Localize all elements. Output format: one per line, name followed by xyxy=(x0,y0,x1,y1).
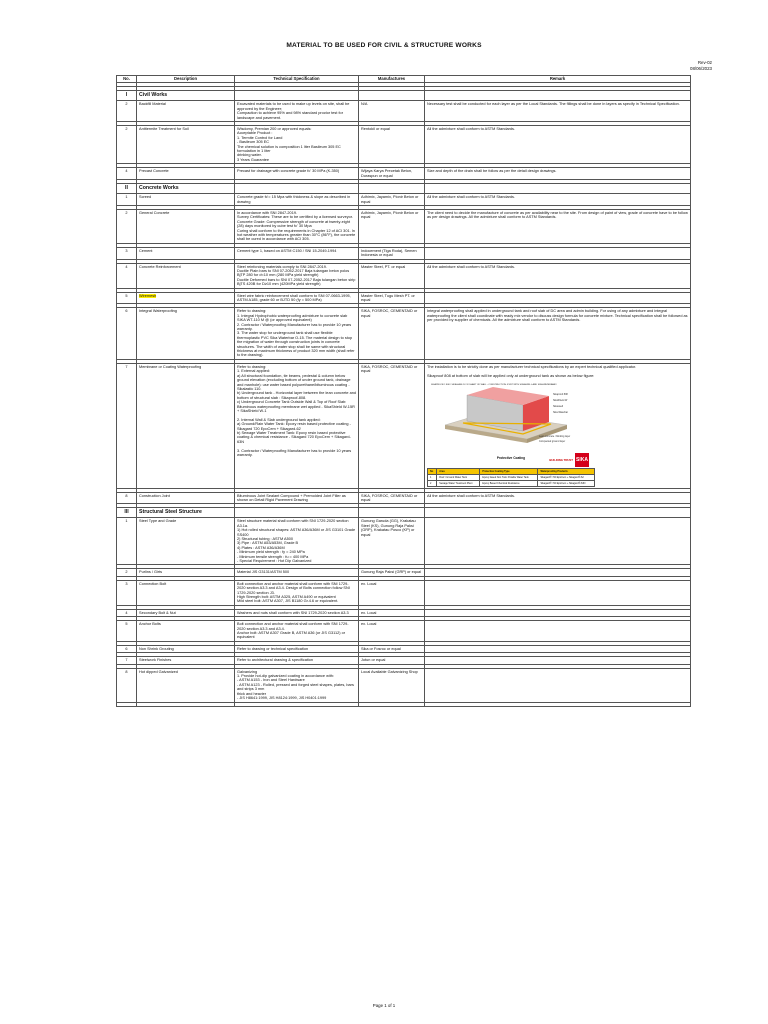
item-description-text: Cement xyxy=(139,248,153,253)
table-row xyxy=(117,668,691,702)
item-remark xyxy=(425,518,691,565)
coating-cell: 1 xyxy=(428,474,437,480)
coating-cell: Sikagard® 720 EpoCem + Sikagard®-63N xyxy=(538,480,595,486)
item-spec: Bolt connection and anchor material shall conform with SNI 1729-2020 section A3.3 and A3.4. Anchor bolt: ASTM A307 Grade B, ASTM A36 (or JIS G3112) or equivalent xyxy=(235,621,359,642)
item-remark xyxy=(425,247,691,259)
item-description-text: General Concrete xyxy=(139,210,170,215)
spacer-cell xyxy=(235,702,359,706)
item-remark-text: Integral waterproofing shall applied in underground tank and roof slab of DC area and admin building. For using of any admixture and integral waterproofing the client shall coordinate with ready mix vendor to discuss design formula for concrete mixture. Technical specification shall be followed as per provided by supplier of chemicals. All the admixture shall conform to ASTM Standards. xyxy=(427,309,688,323)
item-spec: Concrete grade fc'= 15 Mpa with thickness & slope as described in drawing xyxy=(235,194,359,206)
item-spec: Steel reinforcing materials comply to SNI 2847-2019. Ductile Plain bars to SNI 07-2052-2017 Baja tulangan beton polos BjTP 280 for d<10 mm (280 MPa yield strength) Ductile Deformed bars to SNI 07-2052-2017 Baja tulangan beton sirip BjTS 420B for D≥10 mm (420MPa yield strength) xyxy=(235,263,359,288)
item-manufacturer: Adhimix, Jayamix, Pionir Beton or equal xyxy=(359,209,425,243)
section-empty-cell xyxy=(359,91,425,101)
item-manufacturer: ex. Local xyxy=(359,580,425,605)
item-number: 4 xyxy=(117,263,137,288)
coating-cell: Area xyxy=(437,468,480,474)
item-manufacturer: Gunung Garuda (GG), Krakatau Steel (KS), Gunung Raja Paksi (GRP), Krakatau Posco (KP) or equal xyxy=(359,518,425,565)
item-manufacturer: Rentokil or equal xyxy=(359,126,425,164)
table-row xyxy=(117,247,691,259)
item-manufacturer: SIKA, FOSROC, CEMENTAID or equal xyxy=(359,308,425,359)
item-description-text: Integral Waterproofing xyxy=(139,309,177,314)
table-row xyxy=(117,492,691,504)
section-empty-cell xyxy=(425,91,691,101)
item-description-text: Backfill Material xyxy=(139,102,166,107)
item-description-text: Steelwork Finishes xyxy=(139,658,172,663)
item-remark xyxy=(425,101,691,122)
section-number: I xyxy=(117,91,137,101)
item-remark xyxy=(425,657,691,664)
section-title: Civil Works xyxy=(137,91,235,101)
item-manufacturer: N/A xyxy=(359,101,425,122)
figure-caption: SIKAPROOF® 808 / SIKASHIELD® W SHAFT OF WALL - CONSTRUCTION JOINT WITH SIKASWELL AND SIKA WATERBAR® xyxy=(431,384,557,387)
item-description-text: Antitermite Treatment for Soil xyxy=(139,127,189,132)
item-manufacturer: Master Steel, Tugu Mesh PT. or equal xyxy=(359,292,425,304)
table-row xyxy=(117,292,691,304)
section-empty-cell xyxy=(235,508,359,518)
table-row xyxy=(117,609,691,616)
item-remark-text: Necessary test shall be conducted for each layer as per the Local Standards. The fillings shall be done in layers as specify in Technical Specification. xyxy=(427,102,680,107)
figure-label: SikaShield W xyxy=(553,399,568,403)
coating-cell: Roof / Ground Water Tank xyxy=(437,474,480,480)
item-description-text: Secondary Bolt & Nut xyxy=(139,610,176,615)
item-spec: Bolt connection and anchor material shall conform with SNI 1729-2020 section A3.3 and A3.4. Design of Bolts connection follow SNI 1729-2020 section J3. High Strength bolt: ASTM A325, ASTM A490 or equivalent Mild steel bolt: ASTM A307, JIS B1180 Gr.4.6 or equivalent. xyxy=(235,580,359,605)
coating-cell: Epoxy based Non Toxic Potable Water Tank xyxy=(480,474,538,480)
table-row xyxy=(117,621,691,642)
item-description-text: Wiremesh xyxy=(139,293,157,298)
item-manufacturer: Wijaya Karya Precetak Beton, Duraspun or equal xyxy=(359,168,425,180)
item-remark xyxy=(425,609,691,616)
item-remark xyxy=(425,263,691,288)
item-description xyxy=(137,363,235,488)
table-row xyxy=(117,168,691,180)
item-description-text: Steel Type and Grade xyxy=(139,519,177,524)
item-number: 5 xyxy=(117,292,137,304)
item-number: 8 xyxy=(117,492,137,504)
table-body xyxy=(117,83,691,706)
section-empty-cell xyxy=(235,91,359,101)
revision-block xyxy=(690,60,712,72)
coating-cell: Epoxy Based Chemical Resistance xyxy=(480,480,538,486)
item-remark xyxy=(425,292,691,304)
section-empty-cell xyxy=(425,184,691,194)
item-number: 4 xyxy=(117,609,137,616)
coating-cell: 2 xyxy=(428,480,437,486)
item-description-text: Membrane or Coating Waterproofing xyxy=(139,364,202,369)
figure-label: Sikaswell xyxy=(553,405,563,409)
header-manufactures: Manufactures xyxy=(359,76,425,83)
item-spec: Steel structure material shall conform with SNI 1729-2020 section A3.1a. 1) Hot rolled structural shapes: ASTM A36/A36M or JIS G3101 Grade SS400 2) Structural tubing : ASTM A500 3) Pipe : ASTM A53/A53M, Grade B 4) Plates : ASTM A36/A36M - Minimum yield strength : fy = 240 MPa - Minimum tensile strength : fu = 400 MPa - Special Requirement : Hot Dip Galvanized xyxy=(235,518,359,565)
spacer-cell xyxy=(117,702,137,706)
item-remark-text: All the admixture shall conform to ASTM Standards. xyxy=(427,195,516,200)
item-description xyxy=(137,209,235,243)
item-manufacturer: Adhimix, Jayamix, Pionir Beton or equal xyxy=(359,194,425,206)
item-description-text: Screed xyxy=(139,195,152,200)
spacer-cell xyxy=(137,702,235,706)
item-remark-text: All the admixture shall conform to ASTM Standards. xyxy=(427,264,516,269)
protective-coating-title: Protective Coating xyxy=(496,456,526,461)
table-row xyxy=(117,518,691,565)
item-description-text: Precast Concrete xyxy=(139,169,169,174)
item-description xyxy=(137,263,235,288)
item-spec: Cement type 1, based on ASTM C150 / SNI 15-2049-1994 xyxy=(235,247,359,259)
item-spec: Bituminous Joint Sealant Compound + Premolded Joint Filler as shown on Detail Rigid Pavement Drawing xyxy=(235,492,359,504)
spacer-cell xyxy=(359,702,425,706)
section-row xyxy=(117,91,691,101)
section-number: III xyxy=(117,508,137,518)
revision-number: Rev-02 xyxy=(697,60,712,65)
section-empty-cell xyxy=(235,184,359,194)
table-row xyxy=(117,657,691,664)
item-spec: Washers and nuts shall conform with SNI 1729-2020 section A3.3 xyxy=(235,609,359,616)
item-number: 5 xyxy=(117,621,137,642)
section-row xyxy=(117,508,691,518)
coating-cell: Sikagard® 720 EpoCem + Sikagard®-62 xyxy=(538,474,595,480)
item-remark xyxy=(425,308,691,359)
table-row xyxy=(117,126,691,164)
item-description-text: Hot dipped Galvanized xyxy=(139,669,178,674)
item-manufacturer: ex. Local xyxy=(359,609,425,616)
item-number: 7 xyxy=(117,363,137,488)
item-description xyxy=(137,668,235,702)
item-manufacturer: Master Steel, PT. or equal xyxy=(359,263,425,288)
item-spec: Material JIS G3131/ASTM 500 xyxy=(235,569,359,576)
item-spec: Refer to drawing or technical specification xyxy=(235,645,359,652)
item-spec: Refer to architectural drawing & specification xyxy=(235,657,359,664)
coating-cell: Sewage Water Treatment Plant xyxy=(437,480,480,486)
item-remark-text: The installation is to be strictly done as per manufacturer technical specifications by an expert technical qualified applicator. Sikaproof 808 at bottom of slab will be applied only at underground tank as shown as below figure: xyxy=(427,364,637,378)
item-remark xyxy=(425,492,691,504)
item-remark-text: All the admixture shall conform to ASTM Standards. xyxy=(427,493,516,498)
item-spec: Precast for drainage with concrete grade fc' 30 MPa (K-350) xyxy=(235,168,359,180)
figure-label: Sika Waterbar xyxy=(553,411,569,415)
item-number: 2 xyxy=(117,209,137,243)
item-remark xyxy=(425,209,691,243)
item-remark xyxy=(425,621,691,642)
item-description-text: Anchor Bolts xyxy=(139,622,161,627)
table-row xyxy=(117,580,691,605)
item-remark xyxy=(425,168,691,180)
item-manufacturer: SIKA, FOSROC, CEMENTAID or equal xyxy=(359,492,425,504)
section-empty-cell xyxy=(359,508,425,518)
item-description xyxy=(137,518,235,565)
item-remark-text: All the admixture shall conform to ASTM Standards. xyxy=(427,127,516,132)
item-manufacturer: Gunung Raja Paksi (GRP) or equal xyxy=(359,569,425,576)
item-number: 3 xyxy=(117,247,137,259)
item-number: 6 xyxy=(117,645,137,652)
waterproofing-section-illustration xyxy=(427,381,595,451)
coating-cell: No xyxy=(428,468,437,474)
header-remark: Remark xyxy=(425,76,691,83)
table-row xyxy=(117,569,691,576)
item-spec: Refer to drawing: 1. External applied: a) All structural foundation, tie beams, pedestal & column below ground elevation (excluding bottom of under ground tank, drainage and manhole): use water based polyurethane/bituminous coating - Sikalastic 110. b) Underground tank - Horizontal layer between the lean concrete and bottom of structural slab : Sikaproof-808. c) Underground Concrete Tank Outside Wall & Top of Roof Slab: Bituminous waterproofing membrane wet applied - SikaShield W-15R + SikaShield W-1 2. Internal Wall & Slab underground tank applied: a) Ground/Rain Water Tank: Epoxy resin based protective coating - Sikagard 720 EpoCem + Sikagard-62 b) Sewage Water Treatment Tank: Epoxy resin based protective coating & chemical resistance - Sikagard 720 EpoCem + Sikagard-63N 3. Contractor / Waterproofing Manufacturer has to provide 10 years warranty. xyxy=(235,363,359,488)
item-description xyxy=(137,645,235,652)
item-description xyxy=(137,492,235,504)
spacer-row xyxy=(117,702,691,706)
item-number: 1 xyxy=(117,194,137,206)
waterproofing-detail-figure xyxy=(427,381,595,451)
item-number: 2 xyxy=(117,569,137,576)
coating-row xyxy=(428,480,595,486)
item-description-text: Concrete Reinforcement xyxy=(139,264,181,269)
item-description xyxy=(137,569,235,576)
table-row xyxy=(117,101,691,122)
item-number: 1 xyxy=(117,518,137,565)
item-manufacturer: SIKA, FOSROC, CEMENTAID or equal xyxy=(359,363,425,488)
item-manufacturer: Jotun or equal xyxy=(359,657,425,664)
item-spec: Wisdomy, Premian 200 or approved equals: Acceptable Product : 1. Termite Control for Land - Basileum 305 EC The chemical solution is composition 1 liter Basileum 305 EC formulation in 1 liter drinking water. 3 Years Guarantee xyxy=(235,126,359,164)
protective-coating-table xyxy=(427,468,595,487)
item-number: 2 xyxy=(117,101,137,122)
item-description xyxy=(137,580,235,605)
table-row xyxy=(117,194,691,206)
item-spec: Excavated materials to be used to make up levels on site, shall be approved by the Engineer; Compaction to achieve 95% and 98% standard proctor test for landscape and pavement. xyxy=(235,101,359,122)
coating-cell: Protective Coating Type xyxy=(480,468,538,474)
item-spec: In accordance with SNI 2847-2019. Survey Certificates: These are to be certified by a licensed surveyor. Concrete Grade: Compressive strength of concrete at twenty-eight (28) days monitored by cube test fc' 30 Mpa Curing shall conform to the requirements in Chapter 12 of ACI 301. In hot weather with temperatures greater than 30°C (86°F), the concrete shall be cured in accordance with ACI 305. xyxy=(235,209,359,243)
spacer-cell xyxy=(425,702,691,706)
section-empty-cell xyxy=(425,508,691,518)
section-row xyxy=(117,184,691,194)
item-number: 7 xyxy=(117,657,137,664)
item-description xyxy=(137,168,235,180)
section-empty-cell xyxy=(359,184,425,194)
item-spec: Refer to drawing: 1. Integral Hydrophobic waterproofing admixture to concrete slab SIKA WT-110 M @ (or approved equivalent) 2. Contractor / Waterproofing Manufacturer has to provide 10 years warranty. 3. The water stop for underground tank shall use flexible thermoplastic PVC Sika Waterbar O-15. The material design to stop the migration of water through construction joints in concrete structures. The width of water stop shall be same with structural thickness at maximum thickness of product 320 mm width (shall refer to the drawing). xyxy=(235,308,359,359)
item-number: 8 xyxy=(117,668,137,702)
item-remark xyxy=(425,668,691,702)
item-remark xyxy=(425,194,691,206)
coating-cell: Waterproofing Products xyxy=(538,468,595,474)
table-row xyxy=(117,308,691,359)
figure-label: Sikaproof 808 xyxy=(553,393,568,397)
section-title: Concrete Works xyxy=(137,184,235,194)
item-number: 3 xyxy=(117,580,137,605)
item-remark-text: The client need to decide the manufacture of concrete as per availability near to the site. From design of paint of view, grade of concrete have to be follow as per design drawings. All the admixture shall conform to ASTM Standards. xyxy=(427,210,688,220)
section-title: Structural Steel Structure xyxy=(137,508,235,518)
item-remark xyxy=(425,580,691,605)
header-description: Description xyxy=(137,76,235,83)
table-row xyxy=(117,263,691,288)
header-row xyxy=(117,76,691,83)
sika-logo: SIKA xyxy=(575,453,589,467)
item-description xyxy=(137,194,235,206)
item-number: 4 xyxy=(117,168,137,180)
figure-label: Lean concrete / blinding layer xyxy=(539,435,571,439)
item-description-text: Construction Joint xyxy=(139,493,170,498)
document-title: MATERIAL TO BE USED FOR CIVIL & STRUCTURE WORKS xyxy=(286,42,482,49)
table-row xyxy=(117,363,691,488)
item-number: 2 xyxy=(117,126,137,164)
item-spec: Galvanizing 1. Provide hot-dip galvanized coating in accordance with: - ASTM A153 - Iron and Steel Hardware - ASTM A123 - Rolled, pressed and forged steel shapes, plates, bars and strips 3 mm thick and heavier - JIS H8641:1999, JIS H8124:1999, JIS H0401:1999 xyxy=(235,668,359,702)
header-no: No. xyxy=(117,76,137,83)
item-description xyxy=(137,657,235,664)
item-description xyxy=(137,247,235,259)
item-description-text: Connection Bolt xyxy=(139,581,167,586)
item-description-text: Purlins / Girts xyxy=(139,570,163,575)
figure-label: Compacted ground layer xyxy=(539,440,566,444)
item-description xyxy=(137,621,235,642)
protective-coating-table-block xyxy=(427,455,595,486)
item-remark xyxy=(425,126,691,164)
header-spec: Technical Specification xyxy=(235,76,359,83)
table-row xyxy=(117,209,691,243)
item-description xyxy=(137,292,235,304)
item-description xyxy=(137,308,235,359)
materials-table xyxy=(116,75,691,707)
item-manufacturer: ex. Local xyxy=(359,621,425,642)
building-trust-note: BUILDING TRUST xyxy=(549,458,573,463)
item-remark xyxy=(425,363,691,488)
item-description xyxy=(137,609,235,616)
section-number: II xyxy=(117,184,137,194)
item-manufacturer: Local Available Galvanizing Shop xyxy=(359,668,425,702)
page-footer: Page 1 of 1 xyxy=(372,1003,396,1008)
item-manufacturer: Indocement (Tiga Roda), Semen Indonesia or equal xyxy=(359,247,425,259)
item-spec: Steel wire fabric reinforcement shall conform to SNI 07-0663-1995, ASTM A185, grade 60 or BJTD 50 (fy = 500 MPa) xyxy=(235,292,359,304)
item-description xyxy=(137,101,235,122)
item-description xyxy=(137,126,235,164)
item-description-text: Non Shrink Grouting xyxy=(139,646,174,651)
item-remark xyxy=(425,569,691,576)
revision-date: 08/06/2023 xyxy=(690,66,712,71)
item-remark xyxy=(425,645,691,652)
table-row xyxy=(117,645,691,652)
item-remark-text: Size and depth of the drain shall be follow as per the detail design drawings. xyxy=(427,169,557,174)
item-number: 6 xyxy=(117,308,137,359)
item-manufacturer: Sika or Fosroc or equal xyxy=(359,645,425,652)
